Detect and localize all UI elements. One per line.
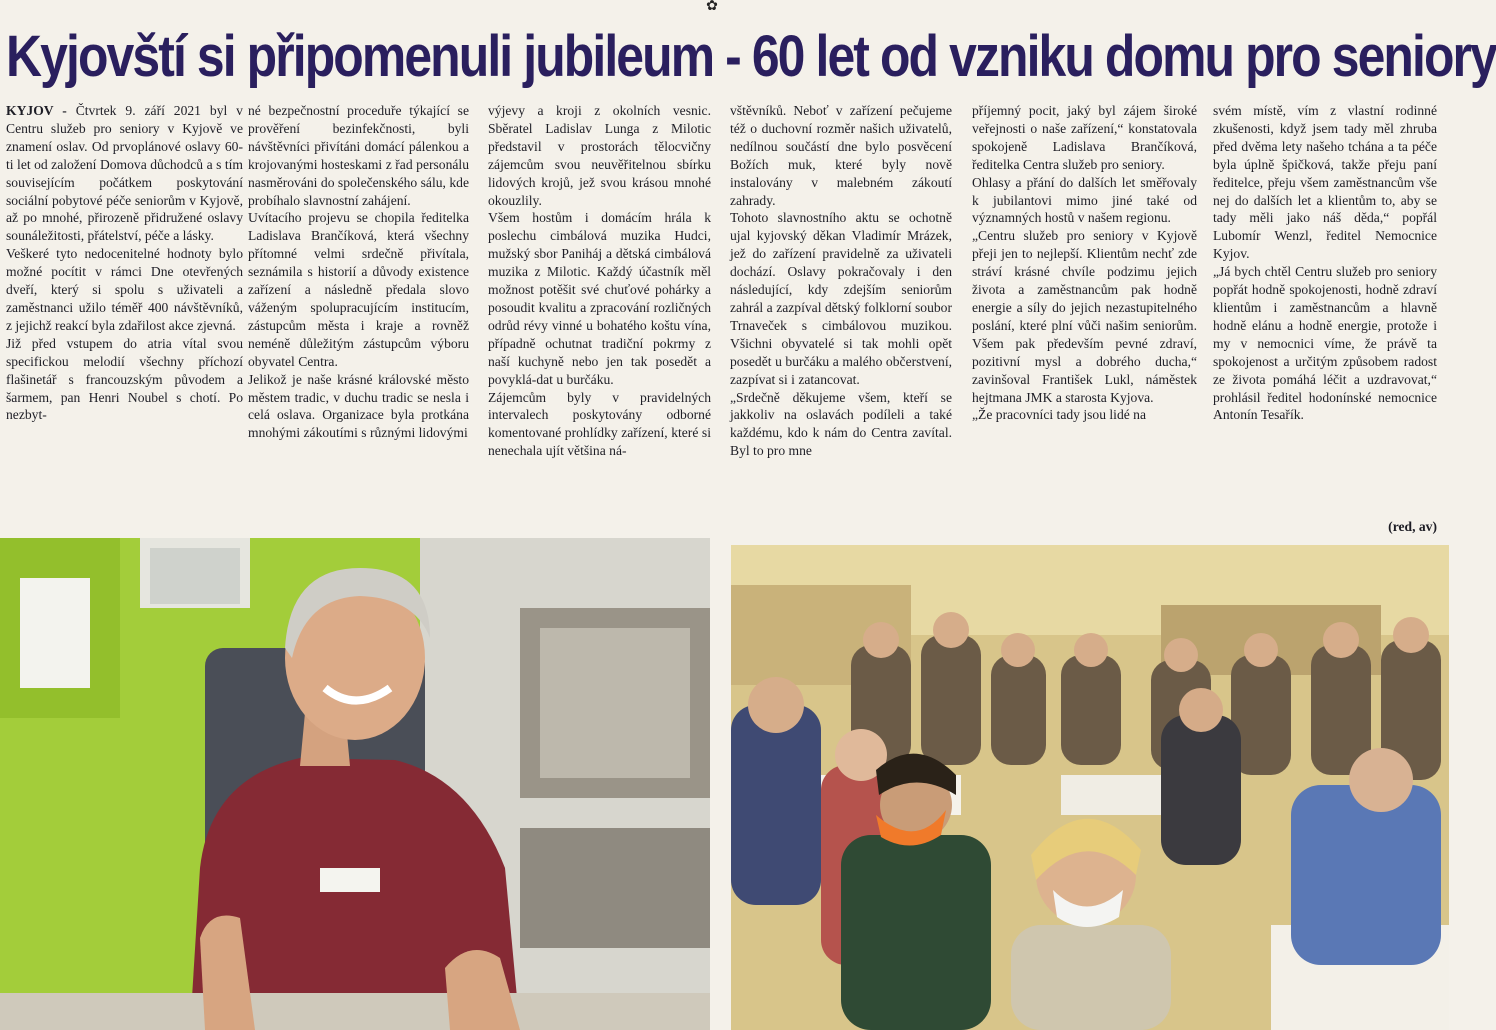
paragraph: vštěvníků. Neboť v zařízení pečujeme též o duchovní rozměr našich uživatelů, nedílnou součástí dne bylo posvěcení Božích muk, které byly nově instalovány v malebném zákoutí zahrady. [730,103,952,208]
crowd-photo [731,545,1449,1030]
portrait-illustration [0,538,710,1030]
author-signature: (red, av) [1388,519,1437,534]
paragraph: Zájemcům byly v pravidelných intervalech poskytovány odborné komentované prohlídky zařízení, které si nenechala ujít většina ná- [488,389,711,459]
article-column-6 [1213,102,1437,516]
article-column-1 [6,102,243,532]
paragraph: „Centru služeb pro seniory v Kyjově přeji jen to nejlepší. Klientům nechť zde stráví krásné chvíle podzimu jejich života a zaměstnancům pak hodně energie a síly do jejich nezastupitelného poslání, které plní vůči našim seniorům. Všem pak především pevné zdraví, pozitivní mysl a dobrého ducha,“ zavinšoval František Lukl, náměstek hejtmana JMK a starosta Kyjova. [972,228,1197,405]
paragraph: Všem hostům i domácím hrála k poslechu cimbálová muzika Hudci, mužský sbor Paniháj a dětská cimbálová muzika z Milotic. Každý účastník měl možnost potěšit své chuťové pohárky a posoudit kvalitu a zpracování rozličných odrůd révy vinné u bohatého koštu vína, případně ochutnat tradiční pokrmy z naší kuchyně nebo jen tak posedět a povyklá-dat u burčáku. [488,210,711,387]
paragraph: Jelikož je naše krásné královské město městem tradic, v duchu tradic se nesla i celá oslava. Organizace byla protkána mnohými zákoutími s různými lidovými [248,371,469,441]
paragraph: příjemný pocit, jaký byl zájem široké veřejnosti o naše zařízení,“ konstatovala spokojeně Ladislava Brančíková, ředitelka Centra služeb pro seniory. [972,103,1197,172]
paragraph: Ohlasy a přání do dalších let směřovaly k jubilantovi mimo jiné také od významných hostů v našem regionu. [972,174,1197,226]
dateline: KYJOV - [6,103,67,118]
headline: Kyjovští si připomenuli jubileum - 60 let od vzniku domu pro seniory [6,24,1496,89]
paragraph: Již před vstupem do atria vítal svou specifickou melodií všechny příchozí flašinetář s francouzským původem a šarmem, pan Henri Noubel s chotí. Po nezbyt- [6,335,243,423]
paragraph: né bezpečnostní proceduře týkající se prověření bezinfekčnosti, byli návštěvníci přivítáni domácí pálenkou a krojovanými hosteskami z řad personálu nasměrováni do společenského sálu, kde probíhalo slavnostní zahájení. [248,103,469,208]
paragraph: výjevy a kroji z okolních vesnic. Sběratel Ladislav Lunga z Milotic představil v prostorách tělocvičny zájemcům svou neuvěřitelnou sbírku lidových krojů, jež svou krásou mnohé okouzlily. [488,103,711,208]
paragraph: Tohoto slavnostního aktu se ochotně ujal kyjovský děkan Vladimír Mrázek, jež do zařízení pravidelně za uživateli dochází. Oslavy pokračovaly i den následující, kdy zdejším seniorům zahrál a zazpíval dětský folklorní soubor Trnaveček s cimbálovou muzikou. Všichni obyvatelé si tak mohli opět posedět u burčáku a malého občerstvení, zazpívat si i zatancovat. [730,210,952,387]
article-column-2 [248,102,469,532]
article-column-5 [972,102,1197,532]
ornament-icon: ✿ [706,0,718,14]
crowd-illustration [731,545,1449,1030]
paragraph [6,102,243,245]
paragraph: svém místě, vím z vlastní rodinné zkušenosti, když jsem tady měl zhruba před dvěma lety našeho tchána a ta péče byla úplně špičková, takže přeju paní ředitelce, přeju všem zaměstnancům vše nej do dalších let a klientům to, aby se tady měli jako náš děda,“ popřál Lubomír Wenzl, ředitel Nemocnice Kyjov. [1213,103,1437,262]
paragraph: Veškeré tyto nedocenitelné hodnoty bylo možné pocítit v rámci Dne otevřených dveří, který si spolu s uživateli a zaměstnanci užilo téměř 400 návštěvníků, z jejichž reakcí byla zdařilost akce zjevná. [6,246,243,333]
paragraph-text: Čtvrtek 9. září 2021 byl v Centru služeb pro seniory v Kyjově ve znamení oslav. Od prvoplánové oslavy 60-ti let od založení Domova důchodců a s tím souvisejícím počátkem poskytování sociální pobytové péče seniorům v Kyjově, až po mnohé, přirozeně přidružené oslavy sounáležitosti, přátelství, péče a lásky. [6,103,243,244]
paragraph: Uvítacího projevu se chopila ředitelka Ladislava Brančíková, která všechny přítomné velmi srdečně přivítala, seznámila s historií a důvody existence zařízení a následně předala slovo váženým spolupracujícím institucím, zástupcům města i kraje a rovněž neméně důležitým zástupcům výboru obyvatel Centra. [248,210,469,369]
article-column-3 [488,102,711,532]
article-column-4 [730,102,952,532]
paragraph: „Srdečně děkujeme všem, kteří se jakkoliv na oslavách podíleli a také každému, kdo k nám do Centra zavítal. Byl to pro mne [730,389,952,459]
portrait-photo [0,538,710,1030]
paragraph: „Že pracovníci tady jsou lidé na [972,407,1147,423]
paragraph: „Já bych chtěl Centru služeb pro seniory popřát hodně spokojenosti, hodně zdraví klientům i zaměstnancům a hlavně hodně elánu a hodně energie, protože i my v nemocnici víme, že právě ta spokojenost a určitým způsobem radost ze života pomáhá léčit a uzdravovat,“ prohlásil ředitel hodonínské nemocnice Antonín Tesařík. [1213,264,1437,423]
